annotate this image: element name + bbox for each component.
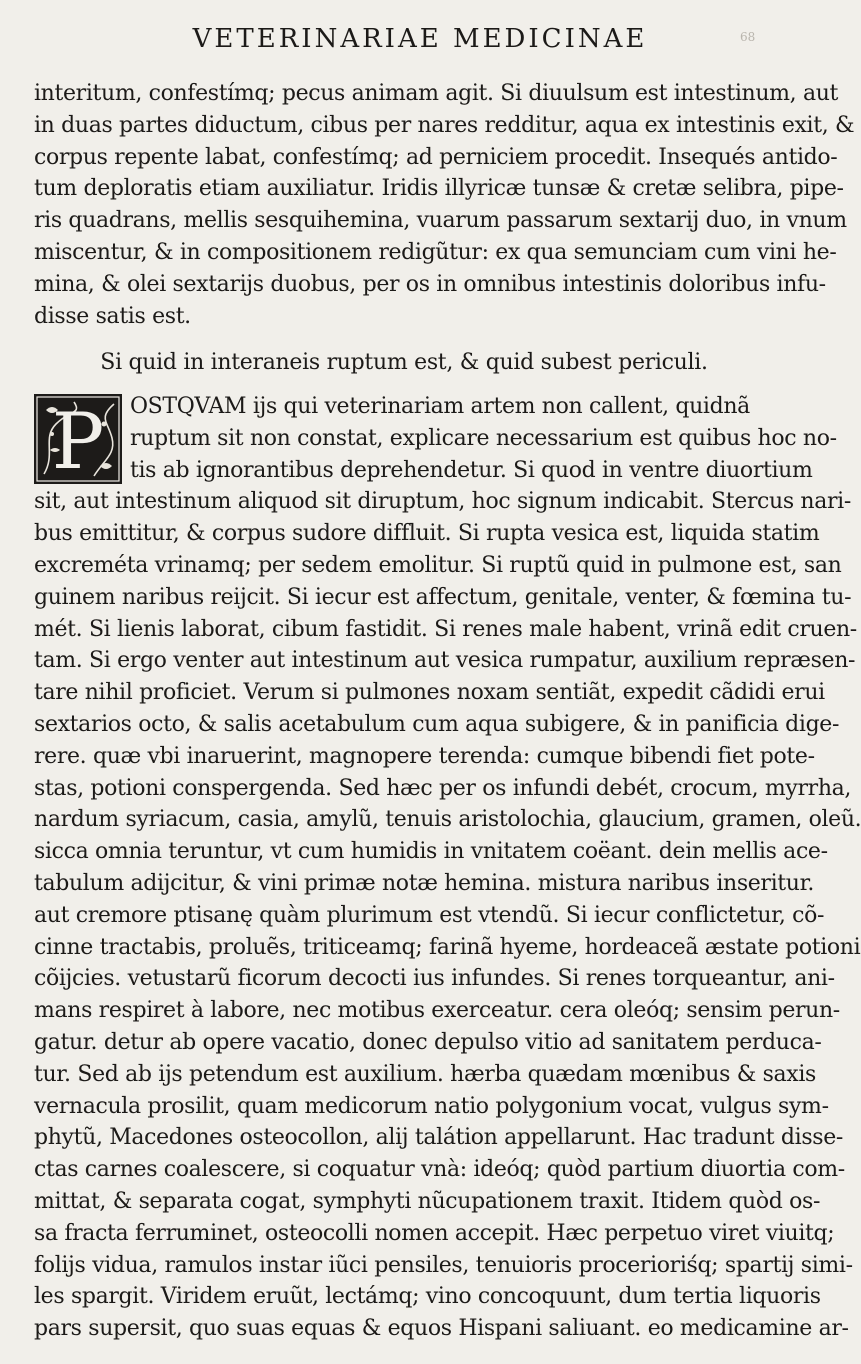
text-line: tare nihil proficiet. Verum si pulmones noxam sentiãt, expedit cãdidi erui: [34, 680, 825, 706]
text-line: tabulum adijcitur, & vini primæ notæ hemina. mistura naribus inseritur.: [34, 870, 814, 896]
text-line: les spargit. Viridem eruũt, lectámq; vino concoquunt, dum tertia liquoris: [34, 1284, 821, 1310]
text-line: tur. Sed ab ijs petendum est auxilium. hærba quædam mœnibus & saxis: [34, 1061, 816, 1087]
text-line: mans respiret à labore, nec motibus exerceatur. cera oleóq; sensim perun-: [34, 998, 840, 1024]
text-line: corpus repente labat, confestímq; ad perniciem procedit. Insequés antido-: [34, 144, 838, 170]
text-line: mét. Si lienis laborat, cibum fastidit. Si renes male habent, vrinã edit cruen-: [34, 616, 857, 642]
text-line: mittat, & separata cogat, symphyti nũcupationem traxit. Itidem quòd os-: [34, 1188, 821, 1214]
folio-number: 68: [740, 30, 756, 44]
text-line: rere. quæ vbi inaruerint, magnopere terenda: cumque bibendi fiet pote-: [34, 743, 815, 769]
text-line: ruptum sit non constat, explicare necessarium est quibus hoc no-: [130, 425, 837, 451]
text-line: nardum syriacum, casia, amylũ, tenuis aristolochia, glaucium, gramen, oleũ.: [34, 807, 861, 833]
text-line: tam. Si ergo venter aut intestinum aut vesica rumpatur, auxilium repræsen-: [34, 648, 856, 674]
text-line: phytũ, Macedones osteocollon, alij talátion appellarunt. Hac tradunt disse-: [34, 1125, 843, 1151]
text-line: tum deploratis etiam auxiliatur. Iridis illyricæ tunsæ & cretæ selibra, pipe-: [34, 176, 844, 202]
text-line: pars supersit, quo suas equas & equos Hispani saliuant. eo medicamine ar-: [34, 1316, 849, 1342]
text-line: guinem naribus reijcit. Si iecur est affectum, genitale, venter, & fœmina tu-: [34, 584, 852, 610]
text-line: excreméta vrinamq; per sedem emolitur. Si ruptũ quid in pulmone est, san: [34, 552, 842, 578]
text-line: sa fracta ferruminet, osteocolli nomen accepit. Hæc perpetuo viret viuitq;: [34, 1220, 835, 1246]
running-head: VETERINARIAE MEDICINAE: [192, 24, 648, 54]
section-heading: Si quid in interaneis ruptum est, & quid subest periculi.: [100, 350, 708, 375]
text-line: stas, potioni conspergenda. Sed hæc per os infundi debét, crocum, myrrha,: [34, 775, 852, 801]
text-line: interitum, confestímq; pecus animam agit. Si diuulsum est intestinum, aut: [34, 81, 839, 106]
text-line: folijs vidua, ramulos instar iũci pensiles, tenuioris procerioriśq; spartij simi-: [34, 1252, 853, 1278]
text-line: tis ab ignorantibus deprehendetur. Si quod in ventre diuortium: [130, 457, 813, 483]
text-line: in duas partes diductum, cibus per nares redditur, aqua ex intestinis exit, &: [34, 112, 855, 138]
text-line: cõijcies. vetustarũ ficorum decocti ius infundes. Si renes torqueantur, ani-: [34, 966, 835, 992]
text-line: mina, & olei sextarijs duobus, per os in omnibus intestinis doloribus infu-: [34, 271, 826, 297]
text-line: ris quadrans, mellis sesquihemina, vuarum passarum sextarij duo, in vnum: [34, 208, 847, 234]
text-line: aut cremore ptisanę quàm plurimum est vtendũ. Si iecur conflictetur, cõ-: [34, 902, 825, 928]
text-line: sicca omnia teruntur, vt cum humidis in vnitatem coëant. dein mellis ace-: [34, 839, 828, 865]
text-line: OSTQVAM ijs qui veterinariam artem non callent, quidnã: [130, 394, 750, 419]
text-line: disse satis est.: [34, 303, 191, 329]
text-line: miscentur, & in compositionem redigũtur: ex qua semunciam cum vini he-: [34, 239, 837, 265]
text-line: ctas carnes coalescere, si coquatur vnà: ideóq; quòd partium diuortia com-: [34, 1157, 845, 1183]
text-line: sit, aut intestinum aliquod sit diruptum, hoc signum indicabit. Stercus nari-: [34, 489, 851, 515]
text-line: gatur. detur ab opere vacatio, donec depulso vitio ad sanitatem perduca-: [34, 1029, 822, 1055]
text-line: cinne tractabis, proluẽs, triticeamq; farinã hyeme, hordeaceã æstate potioni: [34, 934, 861, 960]
paragraph-2: [34, 391, 861, 1345]
text-line: bus emittitur, & corpus sudore diffluit. Si rupta vesica est, liquida statim: [34, 521, 820, 547]
text-line: sextarios octo, & salis acetabulum cum aqua subigere, & in panificia dige-: [34, 711, 840, 737]
paragraph-1: [34, 78, 855, 332]
text-line: vernacula prosilit, quam medicorum natio polygonium vocat, vulgus sym-: [34, 1093, 829, 1119]
initial-letter: P: [51, 397, 105, 487]
